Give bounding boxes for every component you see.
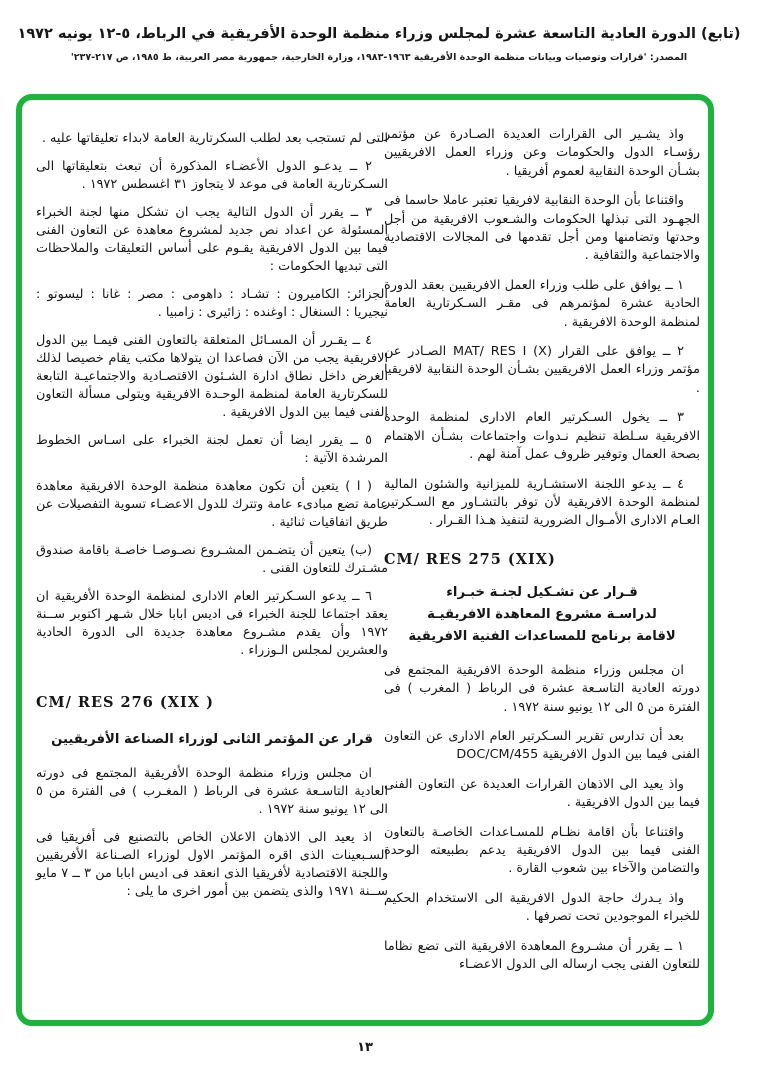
clause-paragraph: ٤ ــ يقـرر أن المسـائل المتعلقة بالتعاون الفنى فيمـا بين الدول الافريقية يجب من الآن فصاعدا ان يتولاها مكتب يقام خصيصا لذلك الغرض داخل نطاق ادارة الشـئون الاقتصـادية والاجتماعيـة التابعة للسكرتارية العامة لمنظمة الوحـدة الافريقية ويتولى مسألة التعاون الفنى فيما بين الدول الافريقية . (36, 333, 388, 420)
clause-paragraph: واذ يعيد الى الاذهان القرارات العديدة عن التعاون الفنى فيما بين الدول الافريقية . (384, 776, 700, 811)
clause-paragraph: اذ يعيد الى الاذهان الاعلان الخاص بالتصنيع فى أفريقيا فى السـبعينات الذى اقره المؤتمر الاول لوزراء الصـناعة الأفريقيين واللجنة الاقتصادية لأفريقيا الذى انعقد فى اديس ابابا من ٣ ــ ٧ مايو ســنة ١٩٧١ والذى يتضمن بين أمور اخرى ما يلى : (36, 830, 388, 899)
clause-paragraph: ٣ ــ يقرر أن الدول التالية يجب ان تشكل منها لجنة الخبراء المسئولة عن اعداد نص جديد لمشروع معاهدة عن التعاون الفنى فيما بين الدول الافريقية يقـوم على أساس التعليقات والملاحظات التى تبديها الحكومات : (36, 205, 388, 274)
resolution-title-line: قـرار عن تشـكيل لجنـة خبـراء (446, 584, 638, 600)
clause-paragraph: ١ ــ يوافق على طلب وزراء العمل الافريقيين بعقد الدورة الحادية عشرة لمؤتمرهم فى مقـر السـكرتارية العامة لمنظمة الوحدة الافريقية . (384, 277, 700, 330)
document-title: (تابع) الدورة العادية التاسعة عشرة لمجلس وزراء منظمة الوحدة الأفريقية في الرباط، ٥-١٢ يونيه ١٩٧٢ (17, 26, 741, 42)
page-header (0, 24, 758, 63)
clause-paragraph: ٤ ــ يدعو اللجنة الاستشـارية للميزانية والشئون المالية لمنظمة الوحدة الافريقية لأن توفر بالتشـاور مع السـكرتير العـام الادارى الأمـوال الضرورية لتنفيذ هـذا القـرار . (384, 476, 700, 529)
right-text-column (384, 126, 700, 985)
clause-paragraph: ٣ ــ يخول السـكرتير العام الادارى لمنظمة الوحدة الافريقية سـلطة تنظيم نـدوات واجتماعات بشـأن الاهتمام بصحة العمال وتوفير ظروف عمل آمنة لهم . (384, 410, 700, 463)
clause-paragraph: ١ ــ يقرر أن مشـروع المعاهدة الافريقية التى تضع نظاما للتعاون الفنى يجب ارساله الى الدول الاعضـاء (384, 938, 700, 972)
clause-paragraph: واذ يشـير الى القرارات العديدة الصـادرة عن مؤتمر رؤسـاء الدول والحكومات وعن وزراء العمل الافريقيين بشـأن الوحدة النقابية لعموم أفريقيا . (384, 127, 700, 179)
green-border-frame (16, 94, 714, 1026)
clause-paragraph: ان مجلس وزراء منظمة الوحدة الأفريقية المجتمع فى دورته العادية التاسـعة عشرة فى الرباط ( المغـرب ) فى الفترة من ٥ الى ١٢ يونيو سنة ١٩٧٢ . (36, 766, 388, 817)
clause-paragraph: بعد أن تدارس تقرير السـكرتير العام الادارى عن التعاون الفنى فيما بين الدول الافريقية DOC/CM/455 (384, 728, 700, 763)
left-text-column (36, 130, 388, 911)
clause-paragraph: واقتناعا بأن الوحدة النقابية لافريقيا تعتبر عاملا حاسما فى الجهـود التى تبذلها الحكومات والشـعوب الافريقية من أجل وحدتها وتضامنها ومن أجل تقدمها فى المجالات الاقتصادية والاجتماعية والثقافية . (384, 193, 700, 264)
resolution-code-276: CM/ RES 276 (XIX ) (36, 694, 214, 711)
clause-paragraph: ( ا ) يتعين أن تكون معاهدة منظمة الوحدة الافريقية معاهدة عامة تضع مبادىء عامة وتترك للدول الاعضـاء تسوية التفصيلات عن طريق اتفاقيات ثنائية . (36, 479, 388, 530)
resolution-code-275: CM/ RES 275 (XIX) (384, 550, 556, 568)
resolution-title-line: لاقامة برنامج للمساعدات الفنية الافريقية (408, 628, 676, 644)
country-list: الجزائر: الكاميرون : تشـاد : داهومى : مصر : غانا : ليسوتو : نيجيريا : السنغال : اوغنده : زائيرى : زامبيا . (36, 287, 388, 320)
resolution-275-title (384, 582, 700, 648)
clause-paragraph: التى لم تستجب بعد لطلب السكرتارية العامة لابداء تعليقاتها عليه . (41, 131, 388, 146)
clause-paragraph: ٢ ــ يدعـو الدول الأعضـاء المذكورة أن تبعث بتعليقاتها الى السـكرتارية العامة فى موعد لا يتجاوز ٣١ اغسطس ١٩٧٢ . (36, 159, 388, 192)
page-number: ١٣ (357, 1040, 373, 1055)
resolution-title-line: لدراسـة مشروع المعاهدة الافريقيـة (427, 606, 657, 622)
source-citation: المصدر: 'قرارات وتوصيات وبيانات منظمة الوحدة الأفريقية ١٩٦٣-١٩٨٣، وزارة الخارجية، جمهورية مصر العربية، ط ١٩٨٥، ص ٢١٧-٢٣٧' (70, 52, 688, 63)
clause-paragraph: (ب) يتعين أن يتضـمن المشـروع نصـوصـا خاصـة باقامة صندوق مشـترك للتعاون الفنى . (36, 543, 388, 576)
clause-paragraph: واذ يـدرك حاجة الدول الافريقية الى الاستخدام الحكيم للخبراء الموجودين تحت تصرفها . (384, 890, 700, 925)
clause-paragraph: ٦ ــ يدعو السـكرتير العام الادارى لمنظمة الوحدة الأفريقية ان يعقد اجتماعا للجنة الخبراء فى اديس ابابا خلال شـهر اكتوبر ســنة ١٩٧٢ وأن يقدم مشـروع معاهدة جديدة الى الدورة الحادية والعشرين لمجلس الـوزراء . (36, 589, 388, 658)
clause-paragraph: ان مجلس وزراء منظمة الوحدة الافريقية المجتمع فى دورته العادية التاسـعة عشرة فى الرباط ( المغرب ) فى الفترة من ٥ الى ١٢ يونيو سنة ١٩٧٢ . (384, 662, 700, 715)
clause-paragraph: ٥ ــ يقرر ايضا أن تعمل لجنة الخبراء على اسـاس الخطوط المرشدة الآتية : (36, 433, 388, 466)
clause-paragraph: ٢ ــ يوافق على القرار MAT/ RES I (X) الصـادر عن مؤتمر وزراء العمل الافريقيين بشـأن الوحدة النقابية لافريقيا . (384, 344, 700, 396)
resolution-276-title: قرار عن المؤتمر الثانى لوزراء الصناعة الأفريقيين (51, 732, 373, 747)
clause-paragraph: واقتناعا بأن اقامة نظـام للمسـاعدات الخاصـة بالتعاون الفنى فيما بين الدول الافريقية يدعم بطبيعته الوحدة والتضامن والآخاء بين شعوب القارة . (384, 824, 700, 877)
